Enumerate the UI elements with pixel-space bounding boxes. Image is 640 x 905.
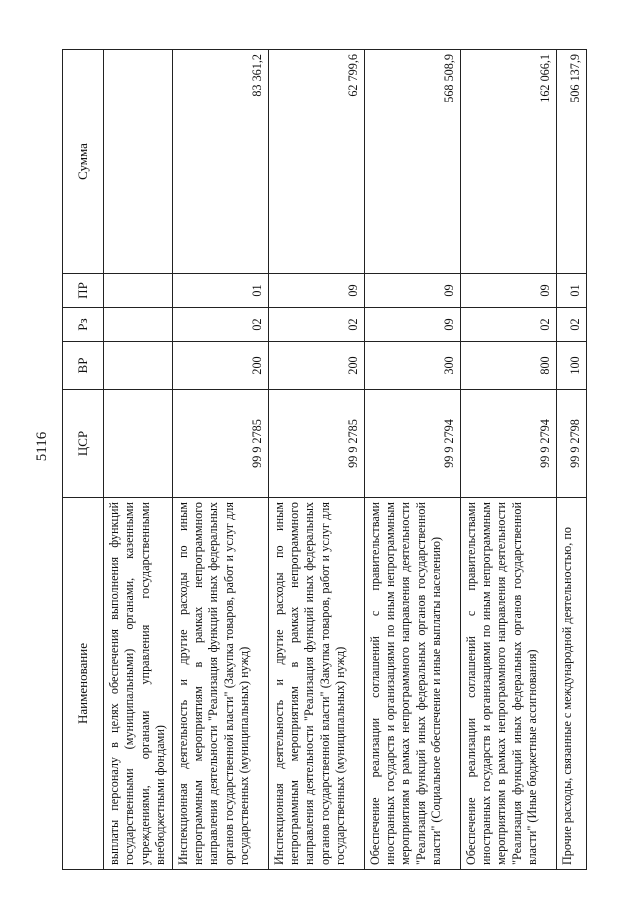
page-number: 5116 [34, 431, 51, 462]
header-sum: Сумма [63, 50, 104, 274]
table-row [556, 50, 586, 870]
row-pr: 01 [172, 274, 268, 308]
row-pr: 09 [268, 274, 364, 308]
row-vr: 200 [172, 342, 268, 390]
row-rz: 09 [364, 308, 460, 342]
row-name: Инспекционная деятельность и другие расходы по иным непрограммным мероприятиям в рамках непрограммного направления деятельности "Реализация функций иных федеральных органов государственной власти" (Закупка товаров, работ и услуг для государственных (муниципальных) нужд) [268, 498, 364, 870]
row-vr [104, 342, 173, 390]
table-row [460, 50, 556, 870]
row-name: Обеспечение реализации соглашений с правительствами иностранных государств и организациями по иным непрограммным мероприятиям в рамках непрограммного направления деятельности "Реализация функций иных федеральных органов государственной власти" (Социальное обеспечение и иные выплаты населению) [364, 498, 460, 870]
table-row [172, 50, 268, 870]
row-rz: 02 [556, 308, 586, 342]
row-vr: 100 [556, 342, 586, 390]
header-name: Наименование [63, 498, 104, 870]
row-name: Обеспечение реализации соглашений с правительствами иностранных государств и организациями по иным непрограммным мероприятиям в рамках непрограммного направления деятельности "Реализация функций иных федеральных органов государственной власти" (Иные бюджетные ассигнования) [460, 498, 556, 870]
row-sum: 568 508,9 [364, 50, 460, 274]
row-name: Инспекционная деятельность и другие расходы по иным непрограммным мероприятиям в рамках непрограммного направления деятельности "Реализация функций иных федеральных органов государственной власти" (Закупка товаров, работ и услуг для государственных (муниципальных) нужд) [172, 498, 268, 870]
row-vr: 300 [364, 342, 460, 390]
row-rz [104, 308, 173, 342]
table-row [364, 50, 460, 870]
row-sum: 162 066,1 [460, 50, 556, 274]
row-vr: 800 [460, 342, 556, 390]
row-pr: 09 [460, 274, 556, 308]
row-pr: 01 [556, 274, 586, 308]
row-sum: 83 361,2 [172, 50, 268, 274]
table-row [268, 50, 364, 870]
header-vr: ВР [63, 342, 104, 390]
row-name: выплаты персоналу в целях обеспечения выполнения функций государственными (муниципальными) органами, казенными учреждениями, органами управления государственными внебюджетными фондами) [104, 498, 173, 870]
row-vr: 200 [268, 342, 364, 390]
row-sum [104, 50, 173, 274]
row-csr: 99 9 2798 [556, 390, 586, 498]
row-rz: 02 [268, 308, 364, 342]
header-csr: ЦСР [63, 390, 104, 498]
row-csr: 99 9 2785 [268, 390, 364, 498]
rotated-page [62, 50, 620, 870]
row-rz: 02 [460, 308, 556, 342]
budget-table [62, 49, 587, 870]
row-name: Прочие расходы, связанные с международной деятельностью, по [556, 498, 586, 870]
row-csr: 99 9 2794 [460, 390, 556, 498]
row-pr: 09 [364, 274, 460, 308]
rotated-content [62, 50, 620, 870]
row-sum: 62 799,6 [268, 50, 364, 274]
row-csr [104, 390, 173, 498]
header-pr: ПР [63, 274, 104, 308]
row-rz: 02 [172, 308, 268, 342]
table-row [104, 50, 173, 870]
row-csr: 99 9 2785 [172, 390, 268, 498]
header-rz: Рз [63, 308, 104, 342]
row-pr [104, 274, 173, 308]
row-sum: 506 137,9 [556, 50, 586, 274]
header-row [63, 50, 104, 870]
row-csr: 99 9 2794 [364, 390, 460, 498]
